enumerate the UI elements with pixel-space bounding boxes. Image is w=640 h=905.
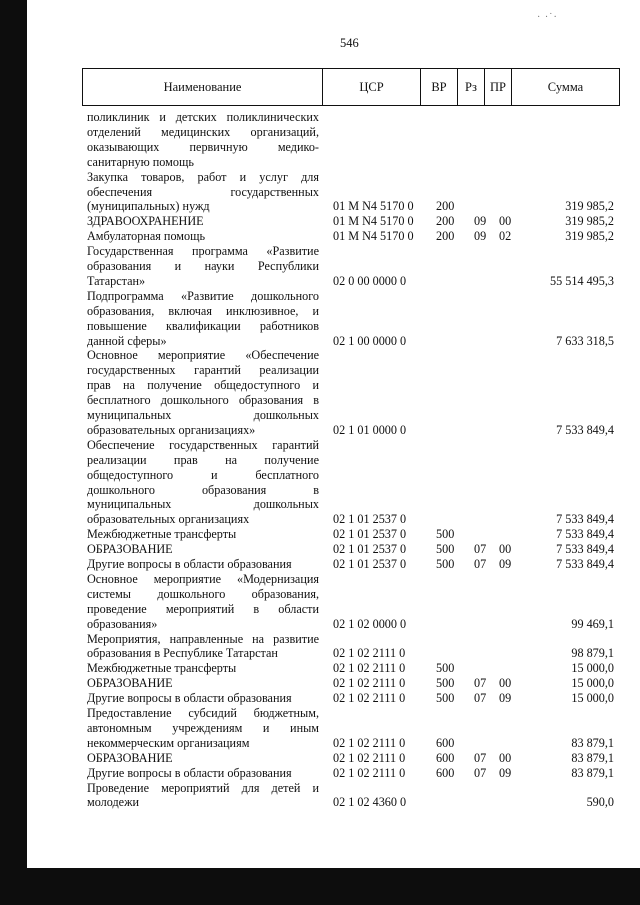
row-name: некоммерческим организациям (87, 735, 250, 750)
row-pr: 09 (499, 557, 512, 571)
row-rz: 07 (474, 676, 487, 691)
row-sum: 99 469,1 (571, 616, 614, 631)
row-name: образовательных организациях (87, 512, 250, 527)
row-name: ОБРАЗОВАНИЕ (87, 542, 173, 557)
row-csr: 02 1 00 0000 0 (333, 333, 407, 348)
row-pr: 00 (499, 214, 512, 229)
row-sum: 55 514 495,3 (550, 273, 614, 288)
row-name: муниципальных дошкольных (87, 408, 319, 422)
row-vr: 500 (436, 557, 455, 571)
row-pr: 02 (499, 229, 512, 244)
row-name: прав на получение общедоступного и (87, 378, 319, 393)
row-vr: 500 (436, 691, 455, 706)
row-name: Обеспечение государственных гарантий (87, 437, 319, 452)
row-sum: 590,0 (586, 795, 614, 810)
row-csr: 02 1 01 2537 0 (333, 542, 407, 557)
row-name: реализации прав на получение (87, 452, 319, 467)
row-name: системы дошкольного образования, (87, 586, 319, 601)
row-csr: 02 1 02 2111 0 (333, 646, 406, 661)
row-sum: 83 879,1 (571, 750, 614, 765)
row-name: образования, включая инклюзивное, и (87, 303, 319, 318)
row-csr: 02 1 02 2111 0 (333, 750, 406, 765)
row-name: образования и науки Республики (87, 259, 319, 273)
table-header (82, 68, 620, 106)
row-name: Подпрограмма «Развитие дошкольного (87, 288, 319, 303)
scan-speck: · ·˙· (537, 12, 558, 23)
row-rz: 09 (474, 229, 487, 244)
header-rz: Рз (458, 69, 485, 106)
row-sum: 7 633 318,5 (556, 333, 614, 348)
row-vr: 500 (436, 676, 455, 691)
row-csr: 02 1 01 2537 0 (333, 512, 407, 527)
row-name: государственных гарантий реализации (87, 363, 319, 378)
row-csr: 02 0 00 0000 0 (333, 273, 407, 288)
row-rz: 07 (474, 750, 487, 765)
header-name: Наименование (83, 69, 323, 106)
row-name: муниципальных дошкольных (87, 497, 319, 512)
row-sum: 83 879,1 (571, 735, 614, 750)
row-sum: 319 985,2 (565, 229, 614, 244)
row-name: Межбюджетные трансферты (87, 527, 237, 542)
row-name: Межбюджетные трансферты (87, 661, 237, 676)
row-csr: 02 1 01 2537 0 (333, 557, 407, 571)
row-vr: 200 (436, 214, 455, 229)
row-rz: 07 (474, 765, 487, 780)
row-name: Мероприятия, направленные на развитие (87, 631, 319, 646)
row-csr: 02 1 02 2111 0 (333, 661, 406, 676)
header-pr: ПР (485, 69, 512, 106)
row-pr: 00 (499, 676, 512, 691)
row-sum: 7 533 849,4 (556, 542, 614, 557)
row-rz: 09 (474, 214, 487, 229)
row-vr: 500 (436, 542, 455, 557)
row-name: молодежи (87, 795, 140, 810)
row-csr: 02 1 02 2111 0 (333, 676, 406, 691)
row-name: Основное мероприятие «Обеспечение (87, 348, 319, 363)
row-name: Другие вопросы в области образования (87, 557, 292, 571)
row-csr: 01 М N4 5170 0 (333, 229, 414, 244)
row-name: повышение квалификации работников (87, 318, 319, 333)
row-name: образования в Республике Татарстан (87, 646, 278, 661)
row-name: общедоступного и бесплатного (87, 467, 319, 482)
row-rz: 07 (474, 691, 487, 706)
row-name: Основное мероприятие «Модернизация (87, 571, 319, 586)
row-sum: 7 533 849,4 (556, 422, 614, 437)
row-vr: 500 (436, 527, 455, 542)
row-sum: 319 985,2 (565, 199, 614, 214)
row-name: образовательных организациях» (87, 422, 256, 437)
row-vr: 200 (436, 199, 455, 214)
row-name: Проведение мероприятий для детей и (87, 780, 319, 795)
row-name: бесплатного дошкольного образования в (87, 393, 319, 408)
row-vr: 200 (436, 229, 455, 244)
row-name: автономным учреждениям и иным (87, 720, 319, 735)
row-name: оказывающих первичную медико- (87, 139, 319, 154)
row-csr: 02 1 02 2111 0 (333, 735, 406, 750)
row-vr: 600 (436, 735, 455, 750)
scan-bottom-edge (0, 868, 640, 905)
row-csr: 01 М N4 5170 0 (333, 214, 414, 229)
row-name: обеспечения государственных (87, 184, 319, 199)
row-name: ОБРАЗОВАНИЕ (87, 750, 173, 765)
row-name: ОБРАЗОВАНИЕ (87, 676, 173, 691)
row-sum: 7 533 849,4 (556, 527, 614, 542)
row-name: ЗДРАВООХРАНЕНИЕ (87, 214, 204, 229)
row-rz: 07 (474, 542, 487, 557)
row-name: отделений медицинских организаций, (87, 124, 319, 139)
row-sum: 15 000,0 (571, 661, 614, 676)
row-sum: 98 879,1 (571, 646, 614, 661)
row-name: Амбулаторная помощь (87, 229, 206, 244)
header-csr: ЦСР (323, 69, 421, 106)
row-name: Предоставление субсидий бюджетным, (87, 706, 319, 720)
row-name: Государственная программа «Развитие (87, 244, 319, 259)
row-csr: 02 1 02 2111 0 (333, 691, 406, 706)
row-name: образования» (87, 616, 158, 631)
row-vr: 600 (436, 765, 455, 780)
row-pr: 00 (499, 542, 512, 557)
row-name: дошкольного образования в (87, 482, 319, 497)
row-rz: 07 (474, 557, 487, 571)
row-name: Другие вопросы в области образования (87, 765, 292, 780)
row-pr: 00 (499, 750, 512, 765)
row-sum: 15 000,0 (571, 676, 614, 691)
header-vr: ВР (421, 69, 458, 106)
row-csr: 02 1 02 0000 0 (333, 616, 407, 631)
row-sum: 7 533 849,4 (556, 512, 614, 527)
row-csr: 02 1 02 2111 0 (333, 765, 406, 780)
row-pr: 09 (499, 691, 512, 706)
page-number: 546 (340, 36, 359, 50)
row-csr: 01 М N4 5170 0 (333, 199, 414, 214)
row-name: Закупка товаров, работ и услуг для (87, 169, 319, 184)
row-name: Татарстан» (87, 273, 146, 288)
row-vr: 500 (436, 661, 455, 676)
row-sum: 15 000,0 (571, 691, 614, 706)
row-name: поликлиник и детских поликлинических (87, 110, 319, 124)
header-sum: Сумма (512, 69, 620, 106)
row-name: санитарную помощь (87, 154, 194, 169)
row-name: (муниципальных) нужд (87, 199, 210, 214)
row-csr: 02 1 01 2537 0 (333, 527, 407, 542)
row-sum: 319 985,2 (565, 214, 614, 229)
row-csr: 02 1 01 0000 0 (333, 422, 407, 437)
row-name: проведение мероприятий в области (87, 601, 319, 616)
row-vr: 600 (436, 750, 455, 765)
row-pr: 09 (499, 765, 512, 780)
row-csr: 02 1 02 4360 0 (333, 795, 407, 810)
scan-left-edge (0, 0, 27, 905)
row-name: данной сферы» (87, 333, 167, 348)
row-sum: 7 533 849,4 (556, 557, 614, 571)
row-name: Другие вопросы в области образования (87, 691, 292, 706)
row-sum: 83 879,1 (571, 765, 614, 780)
